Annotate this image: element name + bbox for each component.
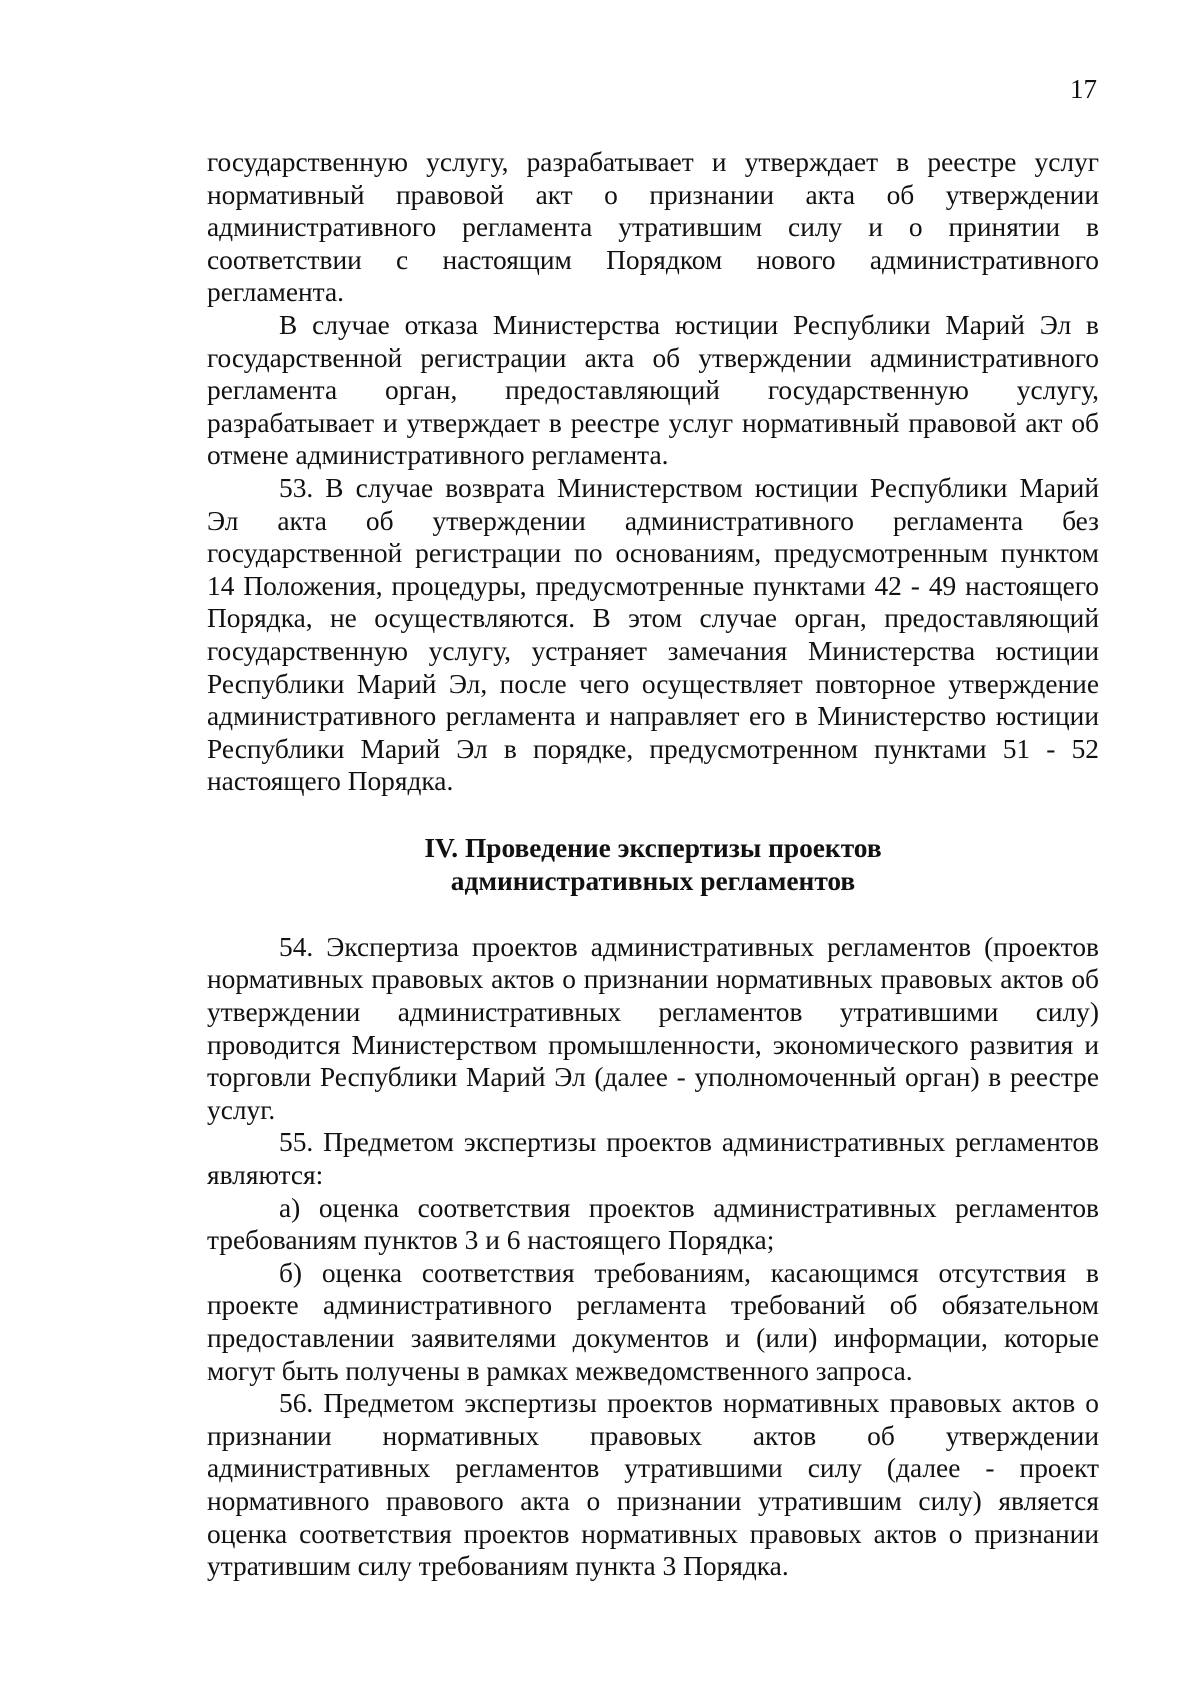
page-number: 17 bbox=[1070, 74, 1097, 104]
section-heading bbox=[207, 832, 1099, 898]
paragraph-55b: б) оценка соответствия требованиям, касающимся отсутствия в проекте административного регламента требований об обязательном предоставлении заявителями документов и (или) информации, которые могут быть получены в рамках межведомственного запроса. bbox=[207, 1257, 1099, 1386]
paragraph-54: 54. Экспертиза проектов административных регламентов (проектов нормативных правовых актов о признании нормативных правовых актов об утверждении административных регламентов утратившими силу) проводится Министерством промышленности, экономического развития и торговли Республики Марий Эл (далее - уполномоченный орган) в реестре услуг. bbox=[207, 931, 1099, 1125]
paragraph-56: 56. Предметом экспертизы проектов нормативных правовых актов о признании нормативных правовых актов об утверждении административных регламентов утратившими силу (далее - проект нормативного правового акта о признании утратившим силу) является оценка соответствия проектов нормативных правовых актов о признании утратившим силу требованиям пункта 3 Порядка. bbox=[207, 1388, 1099, 1582]
section-heading-line-1: IV. Проведение экспертизы проектов bbox=[424, 832, 882, 863]
paragraph-55a: а) оценка соответствия проектов административных регламентов требованиям пунктов 3 и 6 настоящего Порядка; bbox=[207, 1192, 1099, 1256]
section-heading-line-2: административных регламентов bbox=[450, 865, 856, 896]
paragraph-55: 55. Предметом экспертизы проектов административных регламентов являются: bbox=[207, 1127, 1099, 1191]
paragraph: В случае отказа Министерства юстиции Республики Марий Эл в государственной регистрации акта об утверждении административного регламента орган, предоставляющий государственную услугу, разрабатывает и утверждает в реестре услуг нормативный правовой акт об отмене административного регламента. bbox=[207, 309, 1099, 471]
paragraph: государственную услугу, разрабатывает и утверждает в реестре услуг нормативный правовой акт о признании акта об утверждении административного регламента утратившим силу и о принятии в соответствии с настоящим Порядком нового административного регламента. bbox=[207, 147, 1099, 308]
document-body bbox=[207, 146, 1099, 1583]
paragraph-53: 53. В случае возврата Министерством юстиции Республики Марий Эл акта об утверждении административного регламента без государственной регистрации по основаниям, предусмотренным пунктом 14 Положения, процедуры, предусмотренные пунктами 42 - 49 настоящего Порядка, не осуществляются. В этом случае орган, предоставляющий государственную услугу, устраняет замечания Министерства юстиции Республики Марий Эл, после чего осуществляет повторное утверждение административного регламента и направляет его в Министерство юстиции Республики Марий Эл в порядке, предусмотренном пунктами 51 - 52 настоящего Порядка. bbox=[207, 472, 1099, 797]
